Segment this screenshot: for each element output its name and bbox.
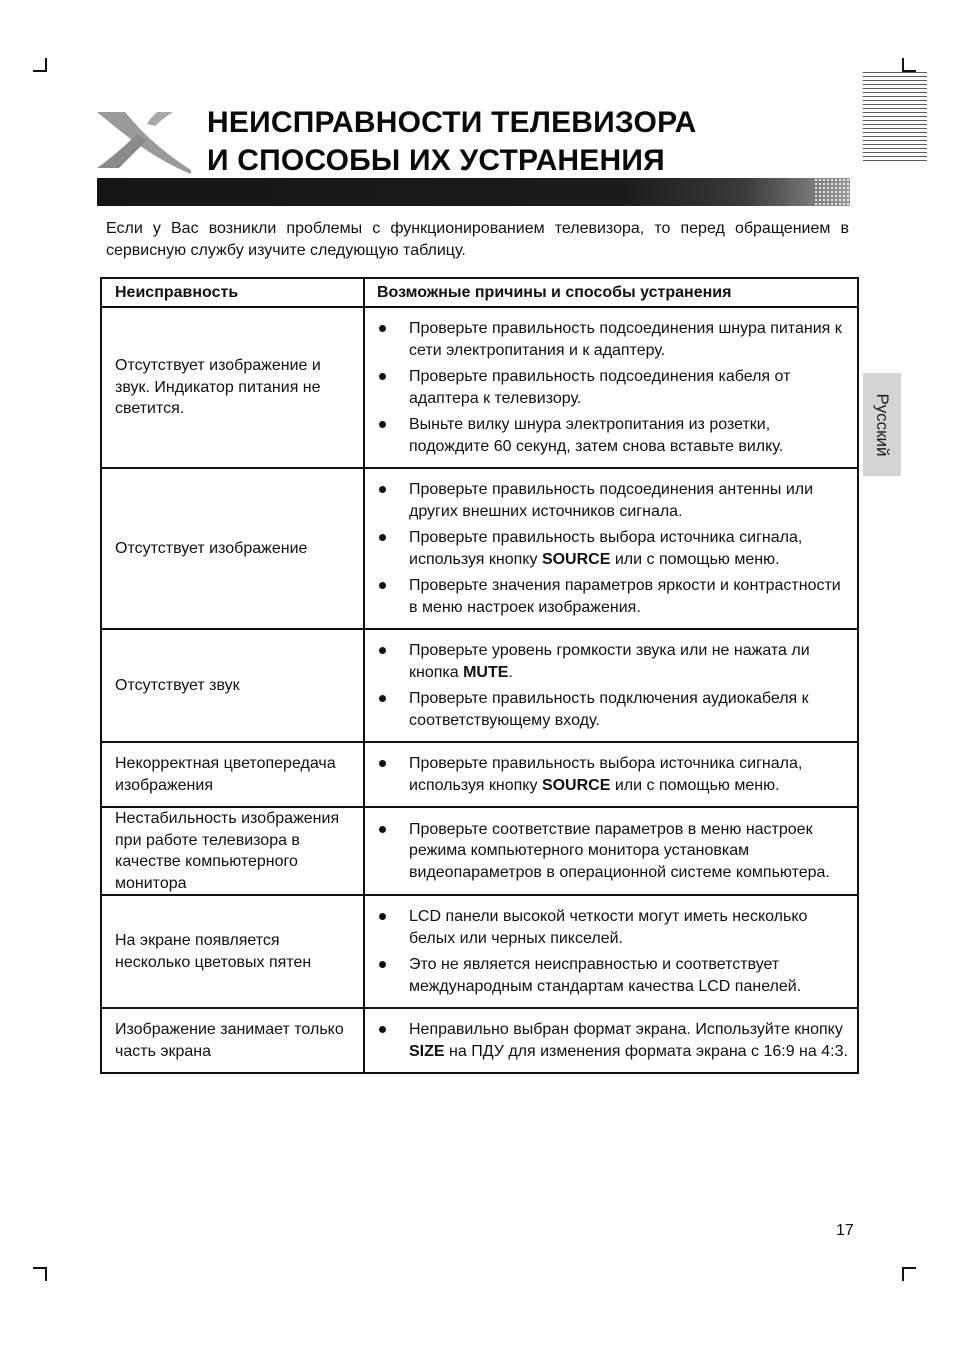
solution-text: Проверьте правильность выбора источника сигнала, используя кнопку [409,755,803,794]
page-title-line-2: И СПОСОБЫ ИХ УСТРАНЕНИЯ [207,144,665,177]
solution-text: . [508,663,513,681]
table-row [101,629,858,742]
bar-dot-pattern [814,178,850,206]
solution-item [365,479,849,522]
table-row [101,807,858,895]
solution-text: Это не является неисправностью и соответствует международным стандартам качества LCD панелей. [409,956,802,995]
solution-text: Проверьте правильность подсоединения антенны или других внешних источников сигнала. [409,481,814,520]
bullet-icon [379,695,386,702]
column-header-solutions: Возможные причины и способы устранения [364,278,858,307]
table-row [101,742,858,807]
solutions-cell [364,742,858,807]
problem-cell: Некорректная цветопередача изображения [101,742,364,807]
bullet-icon [379,325,386,332]
crop-mark-top-right [902,58,916,72]
title-underline-bar [97,178,850,206]
solutions-list [365,753,849,796]
solutions-list [365,479,849,618]
page-number: 17 [836,1222,854,1239]
solution-item [365,366,849,409]
brand-logo-icon [95,108,195,178]
solution-item [365,575,849,618]
problem-cell: На экране появляется несколько цветовых пятен [101,895,364,1008]
solution-text: на ПДУ для изменения формата экрана с 16:9 на 4:3. [444,1042,848,1060]
solutions-list [365,318,849,457]
bullet-icon [379,534,386,541]
solution-text: Проверьте значения параметров яркости и контрастности в меню настроек изображения. [409,577,841,616]
solution-item [365,640,849,683]
page-title-line-1: НЕИСПРАВНОСТИ ТЕЛЕВИЗОРА [207,106,697,139]
problem-cell: Изображение занимает только часть экрана [101,1008,364,1073]
troubleshooting-table [100,277,859,1074]
table-row [101,307,858,468]
bullet-icon [379,760,386,767]
solution-text: Проверьте уровень громкости звука или не нажата ли кнопка [409,642,810,681]
bullet-icon [379,421,386,428]
solutions-cell [364,807,858,895]
solutions-list [365,906,849,997]
page-title [207,104,697,180]
table-row [101,895,858,1008]
bullet-icon [379,647,386,654]
solution-text: Проверьте правильность подключения аудиокабеля к соответствующему входу. [409,690,809,729]
bullet-icon [379,913,386,920]
solution-item [365,954,849,997]
solution-item [365,414,849,457]
solutions-list [365,1019,849,1062]
button-name-text: SOURCE [541,776,611,794]
crop-mark-top-left [33,58,47,72]
solutions-cell [364,895,858,1008]
bullet-icon [379,373,386,380]
bullet-icon [379,1026,386,1033]
table-row [101,468,858,629]
bullet-icon [379,582,386,589]
table-header-row [101,278,858,307]
solution-item [365,753,849,796]
table-body [101,307,858,1073]
problem-cell: Отсутствует звук [101,629,364,742]
solution-item [365,527,849,570]
solutions-list [365,640,849,731]
solutions-cell [364,1008,858,1073]
problem-cell: Отсутствует изображение [101,468,364,629]
problem-cell: Отсутствует изображение и звук. Индикатор питания не светится. [101,307,364,468]
solution-text: или с помощью меню. [610,776,780,794]
solutions-cell [364,468,858,629]
solution-text: LCD панели высокой четкости могут иметь несколько белых или черных пикселей. [409,908,808,947]
language-side-tab [863,373,901,476]
solutions-cell [364,629,858,742]
solutions-list [365,819,849,884]
table-row [101,1008,858,1073]
solution-item [365,906,849,949]
solution-text: Проверьте соответствие параметров в меню настроек режима компьютерного монитора установкам видеопараметров в операционной системе компьютера. [409,820,830,881]
crop-mark-bottom-right [902,1267,916,1281]
intro-paragraph: Если у Вас возникли проблемы с функционированием телевизора, то перед обращением в сервисную службу изучите следующую таблицу. [106,220,849,259]
solution-item [365,819,849,884]
language-side-tab-label: Русский [873,392,892,457]
solution-text: или с помощью меню. [610,550,780,568]
button-name-text: MUTE [463,663,509,681]
decorative-stripes [863,72,927,164]
solution-text: Выньте вилку шнура электропитания из розетки, подождите 60 секунд, затем снова вставьте вилку. [409,416,784,455]
button-name-text: SIZE [409,1042,445,1060]
bullet-icon [379,961,386,968]
crop-mark-bottom-left [33,1267,47,1281]
problem-cell: Нестабильность изображения при работе телевизора в качестве компьютерного монитора [101,807,364,895]
column-header-problem: Неисправность [101,278,364,307]
solution-text: Проверьте правильность выбора источника сигнала, используя кнопку [409,529,803,568]
bullet-icon [379,826,386,833]
solution-item [365,318,849,361]
bullet-icon [379,486,386,493]
solution-item [365,688,849,731]
solution-item [365,1019,849,1062]
solution-text: Проверьте правильность подсоединения кабеля от адаптера к телевизору. [409,368,791,407]
solutions-cell [364,307,858,468]
solution-text: Неправильно выбран формат экрана. Используйте кнопку [409,1021,843,1038]
solution-text: Проверьте правильность подсоединения шнура питания к сети электропитания и к адаптеру. [409,320,842,359]
button-name-text: SOURCE [541,550,611,568]
